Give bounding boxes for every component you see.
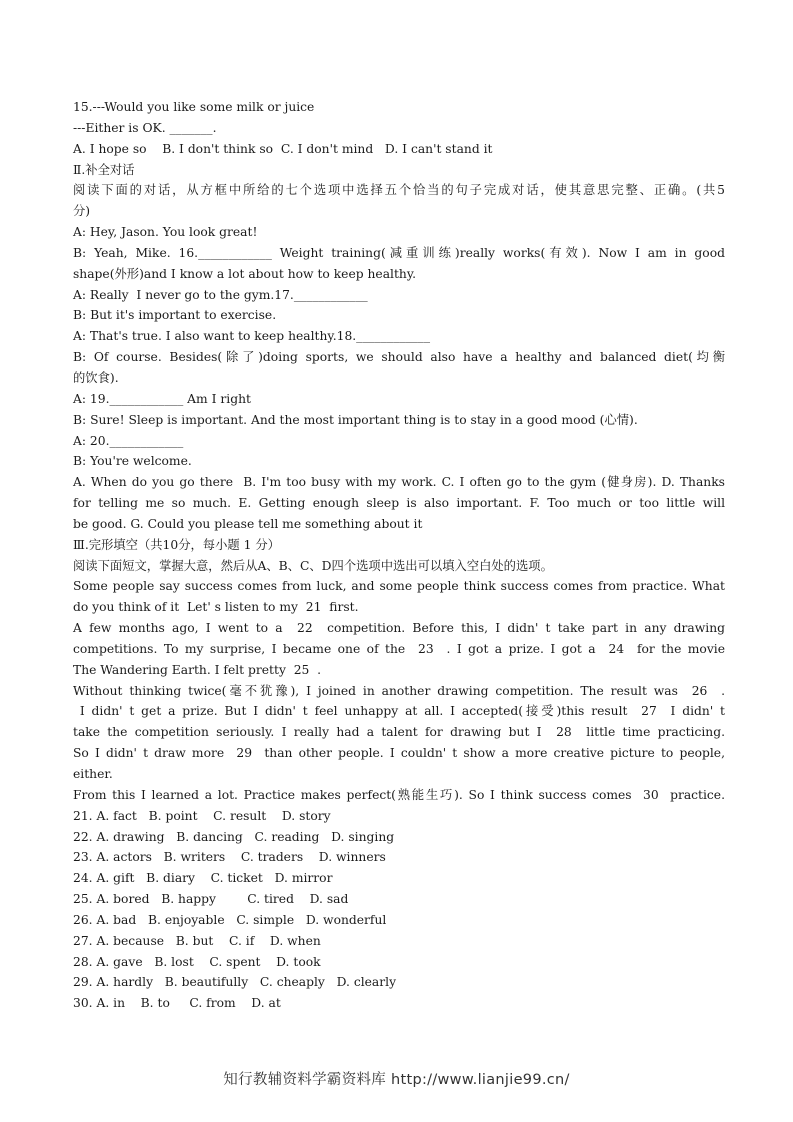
cloze-question-23: 23. A. actors B. writers C. traders D. winners: [73, 850, 386, 865]
passage-line: Some people say success comes from luck, and some people think success comes from practice. What: [73, 579, 725, 594]
question-15-reply: ---Either is OK. _______.: [73, 120, 217, 135]
dialogue-line: A: Hey, Jason. You look great!: [73, 225, 258, 240]
dialogue-options: A. When do you go there B. I'm too busy with my work. C. I often go to the gym (健身房). D. Thanks: [73, 475, 725, 490]
question-15-stem: 15.---Would you like some milk or juice: [73, 100, 315, 114]
dialogue-line: shape(外形)and I know a lot about how to keep healthy.: [73, 266, 417, 281]
section-3-heading: Ⅲ.完形填空（共10分，每小题 1 分）: [73, 537, 280, 552]
section-2-instructions-cont: 分): [73, 204, 91, 219]
dialogue-line: B: Sure! Sleep is important. And the most important thing is to stay in a good mood (心情).: [73, 412, 638, 427]
dialogue-line: A: That's true. I also want to keep healthy.18.____________: [73, 329, 430, 344]
footer-watermark: 知行教辅资料学霸资料库 http://www.lianjie99.cn/: [223, 1072, 570, 1088]
cloze-question-22: 22. A. drawing B. dancing C. reading D. singing: [73, 829, 395, 844]
section-2-heading: Ⅱ.补全对话: [73, 162, 135, 177]
dialogue-line: A: 20.____________: [73, 433, 184, 448]
cloze-question-28: 28. A. gave B. lost C. spent D. took: [73, 954, 321, 969]
passage-line: do you think of it Let' s listen to my 21 first.: [73, 600, 359, 615]
passage-line: either.: [73, 767, 113, 781]
dialogue-options-cont: for telling me so much. E. Getting enough sleep is also important. F. Too much or too little will: [73, 496, 725, 511]
cloze-question-21: 21. A. fact B. point C. result D. story: [73, 808, 331, 823]
dialogue-line: B: Of course. Besides(除了)doing sports, we should also have a healthy and balanced diet(均衡: [73, 350, 725, 365]
passage-line: So I didn' t draw more 29 than other people. I couldn' t show a more creative picture to people,: [73, 746, 725, 761]
passage-line: A few months ago, I went to a 22 competition. Before this, I didn' t take part in any drawing: [73, 621, 725, 636]
cloze-question-26: 26. A. bad B. enjoyable C. simple D. wonderful: [73, 912, 387, 927]
dialogue-line: B: You're welcome.: [73, 454, 192, 469]
dialogue-line: A: Really I never go to the gym.17.____________: [73, 287, 368, 302]
passage-line: take the competition seriously. I really had a talent for drawing but I 28 little time practicing.: [73, 725, 725, 740]
cloze-question-24: 24. A. gift B. diary C. ticket D. mirror: [73, 871, 333, 886]
passage-line: I didn' t get a prize. But I didn' t feel unhappy at all. I accepted(接受)this result 27 I didn' t: [73, 704, 725, 719]
passage-line: Without thinking twice(毫不犹豫), I joined in another drawing competition. The result was 26 .: [73, 683, 725, 698]
dialogue-options-cont: be good. G. Could you please tell me something about it: [73, 516, 423, 531]
cloze-question-29: 29. A. hardly B. beautifully C. cheaply D. clearly: [73, 975, 397, 990]
cloze-question-30: 30. A. in B. to C. from D. at: [73, 996, 281, 1011]
dialogue-line: B: Yeah, Mike. 16.____________ Weight training(减重训练)really works(有效). Now I am in good: [73, 245, 725, 260]
dialogue-line: 的饮食).: [73, 370, 119, 385]
section-3-instructions: 阅读下面短文，掌握大意，然后从A、B、C、D四个选项中选出可以填入空白处的选项。: [73, 558, 553, 573]
question-15-options: A. I hope so B. I don't think so C. I don't mind D. I can't stand it: [73, 141, 493, 156]
dialogue-line: A: 19.____________ Am I right: [73, 391, 251, 406]
cloze-question-27: 27. A. because B. but C. if D. when: [73, 933, 321, 948]
passage-line: From this I learned a lot. Practice makes perfect(熟能生巧). So I think success comes 30 practice.: [73, 787, 725, 802]
cloze-question-25: 25. A. bored B. happy C. tired D. sad: [73, 892, 349, 907]
passage-line: competitions. To my surprise, I became one of the 23 . I got a prize. I got a 24 for the movie: [73, 641, 725, 656]
dialogue-line: B: But it's important to exercise.: [73, 308, 277, 323]
section-2-instructions: 阅读下面的对话，从方框中所给的七个选项中选择五个恰当的句子完成对话，使其意思完整、正确。(共5: [73, 183, 725, 198]
document-body: [73, 97, 725, 1014]
passage-line: The Wandering Earth. I felt pretty 25 .: [73, 662, 322, 677]
